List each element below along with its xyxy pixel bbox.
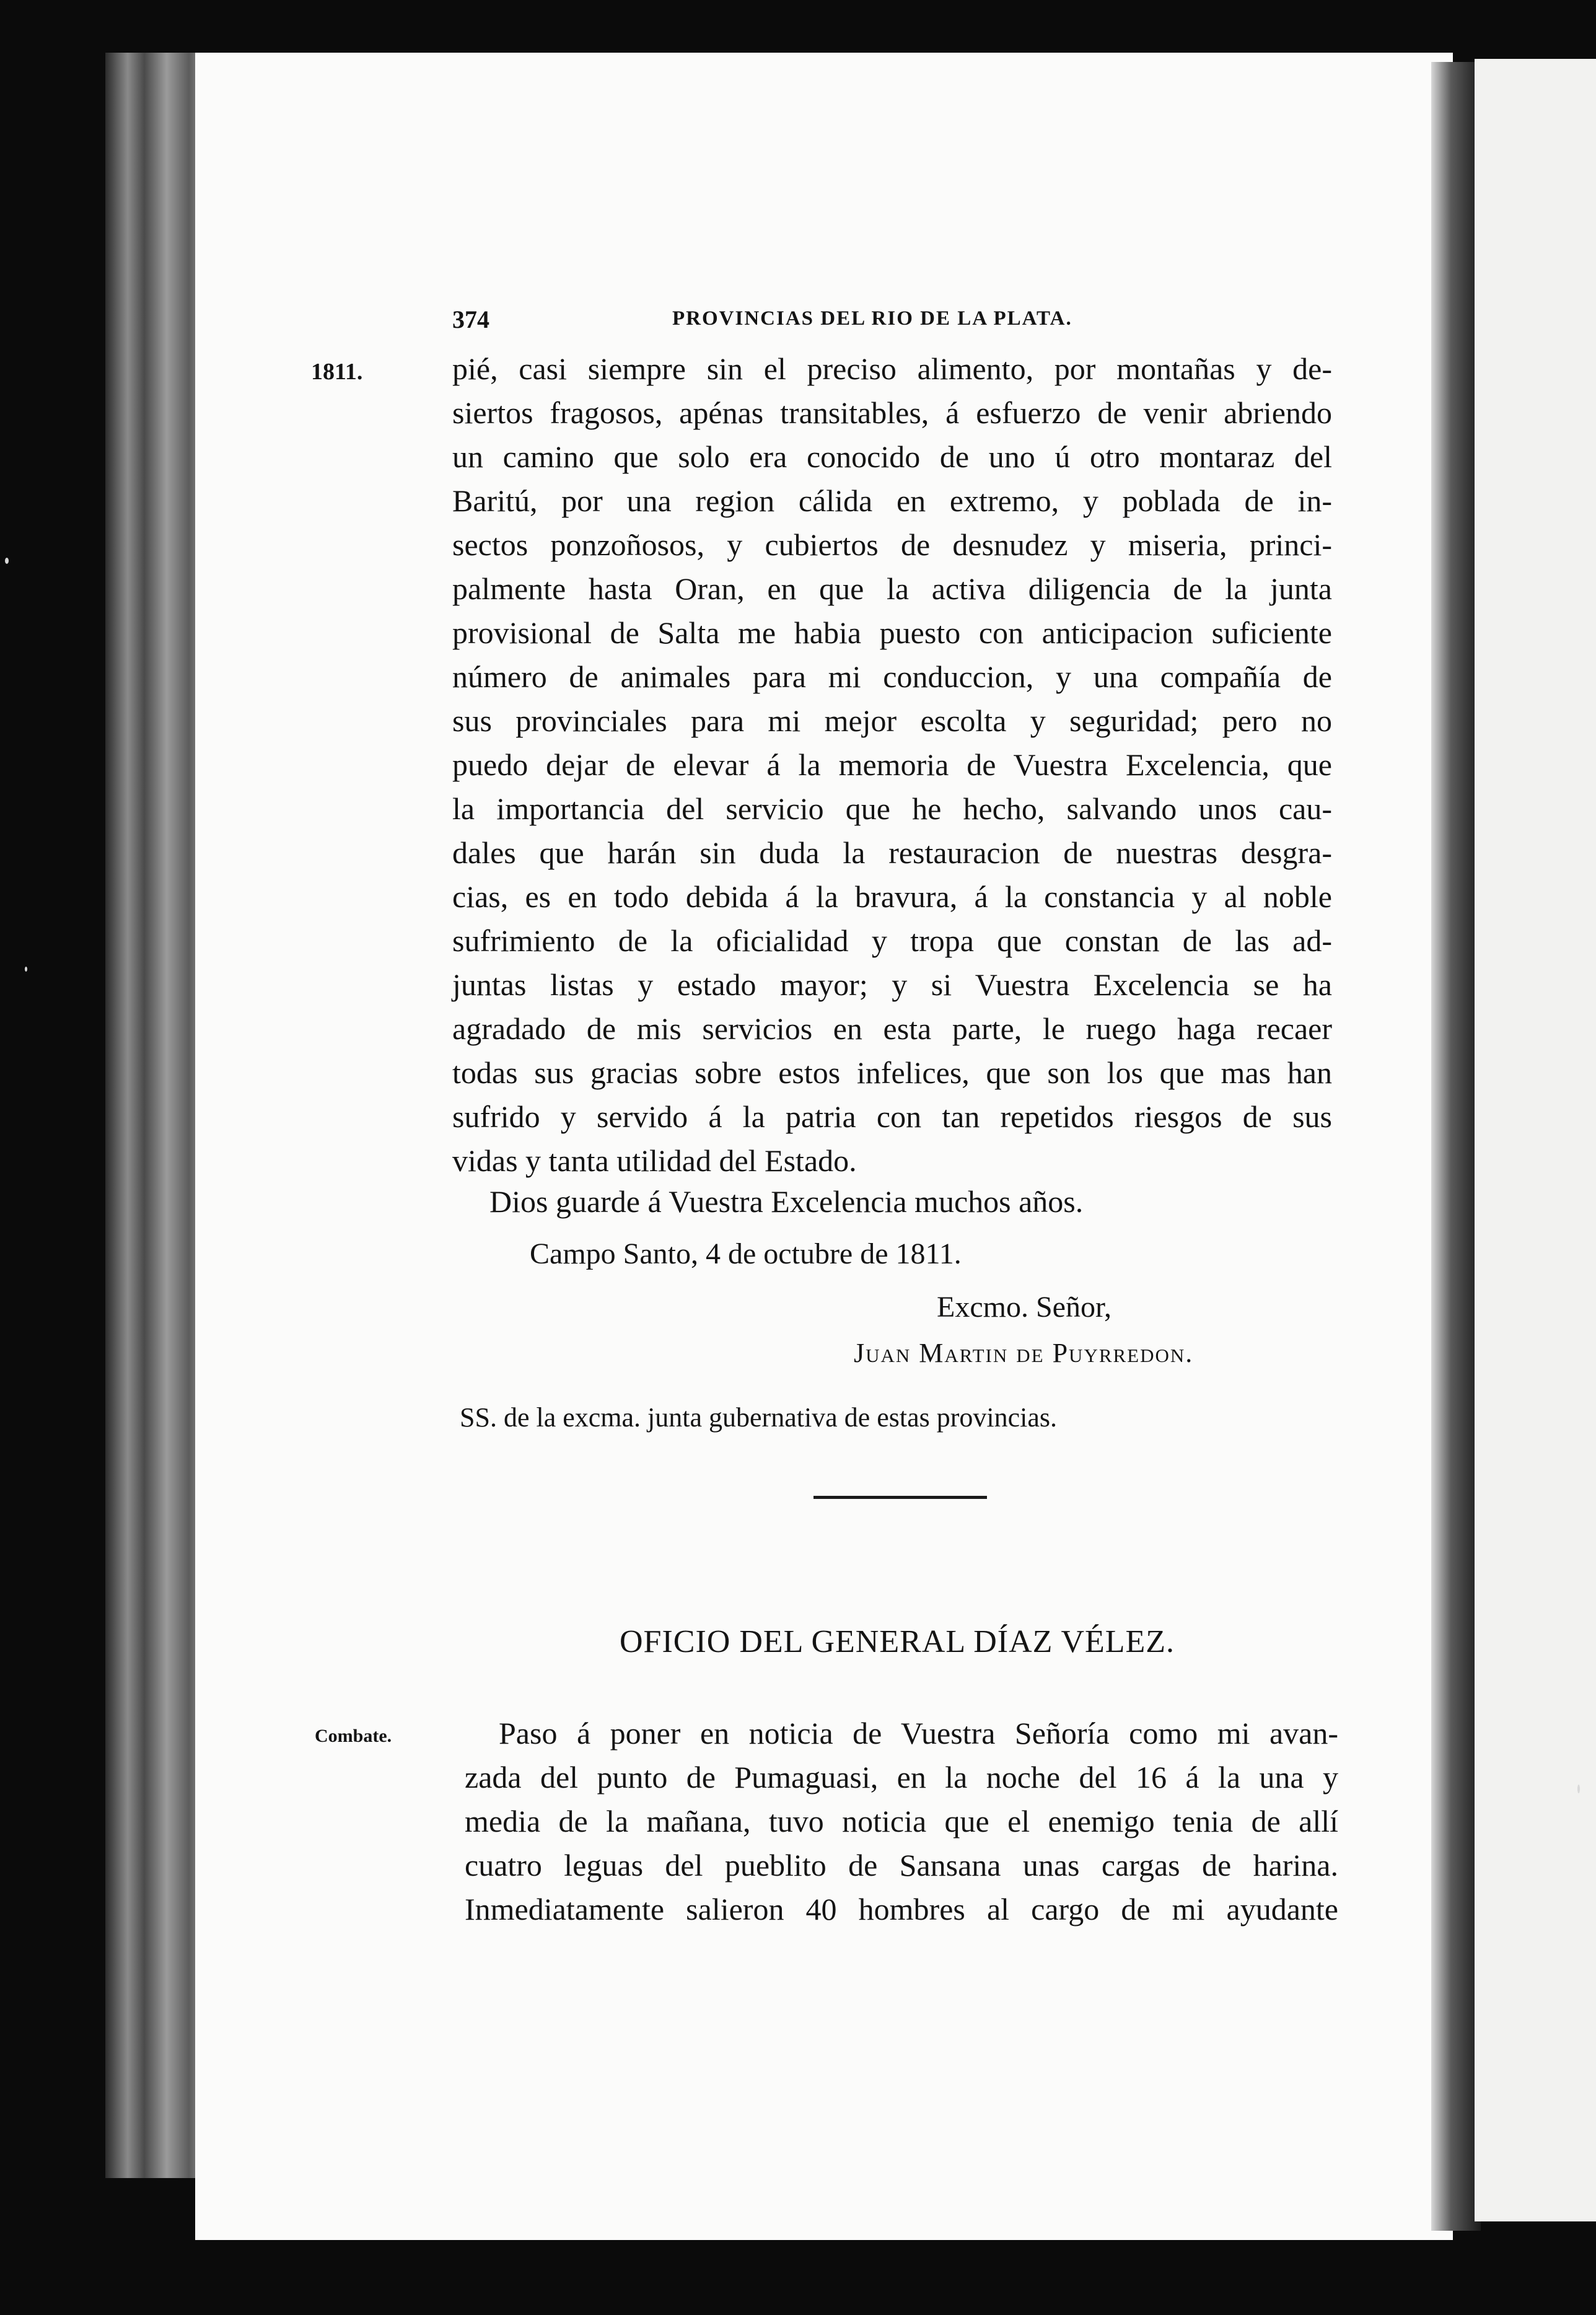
- text-line: sectos ponzoñosos, y cubiertos de desnudez y miseria, princi-: [452, 527, 1332, 562]
- text-line: juntas listas y estado mayor; y si Vuestra Excelencia se ha: [452, 967, 1332, 1002]
- running-title: PROVINCIAS DEL RIO DE LA PLATA.: [672, 307, 1072, 330]
- text-line: Paso á poner en noticia de Vuestra Señoría como mi avan-: [499, 1716, 1338, 1751]
- margin-year: 1811.: [311, 359, 363, 385]
- text-line: puedo dejar de elevar á la memoria de Vuestra Excelencia, que: [452, 747, 1332, 782]
- scan-speck: [1577, 1785, 1580, 1793]
- text-line: todas sus gracias sobre estos infelices, que son los que mas han: [452, 1055, 1332, 1090]
- text-line: zada del punto de Pumaguasi, en la noche del 16 á la una y: [465, 1760, 1338, 1794]
- text-line: sufrido y servido á la patria con tan repetidos riesgos de sus: [452, 1099, 1332, 1134]
- margin-note: Combate.: [315, 1726, 392, 1746]
- book-gutter: [1431, 62, 1481, 2231]
- addressee: SS. de la excma. junta gubernativa de estas provincias.: [460, 1402, 1058, 1433]
- text-line: la importancia del servicio que he hecho, salvando unos cau-: [452, 791, 1332, 826]
- section-divider: [813, 1496, 987, 1499]
- section-title: OFICIO DEL GENERAL DÍAZ VÉLEZ.: [620, 1624, 1175, 1659]
- text-line: media de la mañana, tuvo noticia que el enemigo tenia de allí: [465, 1804, 1338, 1838]
- page-number: 374: [452, 305, 489, 333]
- text-line: vidas y tanta utilidad del Estado.: [452, 1143, 857, 1178]
- text-line: Inmediatamente salieron 40 hombres al cargo de mi ayudante: [465, 1892, 1338, 1926]
- text-line: cias, es en todo debida á la bravura, á la constancia y al noble: [452, 879, 1332, 914]
- text-line: pié, casi siempre sin el preciso alimento, por montañas y de-: [452, 351, 1332, 386]
- facing-page-edge: [1475, 59, 1596, 2221]
- place-date: Campo Santo, 4 de octubre de 1811.: [530, 1237, 962, 1270]
- text-line: siertos fragosos, apénas transitables, á esfuerzo de venir abriendo: [452, 395, 1332, 430]
- text-line: palmente hasta Oran, en que la activa diligencia de la junta: [452, 571, 1332, 606]
- text-line: un camino que solo era conocido de uno ú otro montaraz del: [452, 439, 1332, 474]
- letter-closing: Dios guarde á Vuestra Excelencia muchos años.: [489, 1184, 1084, 1219]
- scan-speck: [25, 967, 27, 972]
- letter-body: [452, 347, 1332, 1183]
- text-line: número de animales para mi conduccion, y una compañía de: [452, 659, 1332, 694]
- text-line: agradado de mis servicios en esta parte, le ruego haga recaer: [452, 1011, 1332, 1046]
- section-body: [465, 1711, 1338, 1931]
- text-line: provisional de Salta me habia puesto con anticipacion suficiente: [452, 615, 1332, 650]
- text-line: cuatro leguas del pueblito de Sansana unas cargas de harina.: [465, 1848, 1338, 1882]
- text-line: Baritú, por una region cálida en extremo, y poblada de in-: [452, 483, 1332, 518]
- text-line: dales que harán sin duda la restauracion de nuestras desgra-: [452, 835, 1332, 870]
- text-line: sufrimiento de la oficialidad y tropa que constan de las ad-: [452, 923, 1332, 958]
- running-header: [452, 305, 1357, 336]
- text-line: sus provinciales para mi mejor escolta y seguridad; pero no: [452, 703, 1332, 738]
- salutation: Excmo. Señor,: [937, 1291, 1112, 1324]
- scan-speck: [5, 558, 9, 564]
- signature: Juan Martin de Puyrredon.: [854, 1338, 1194, 1368]
